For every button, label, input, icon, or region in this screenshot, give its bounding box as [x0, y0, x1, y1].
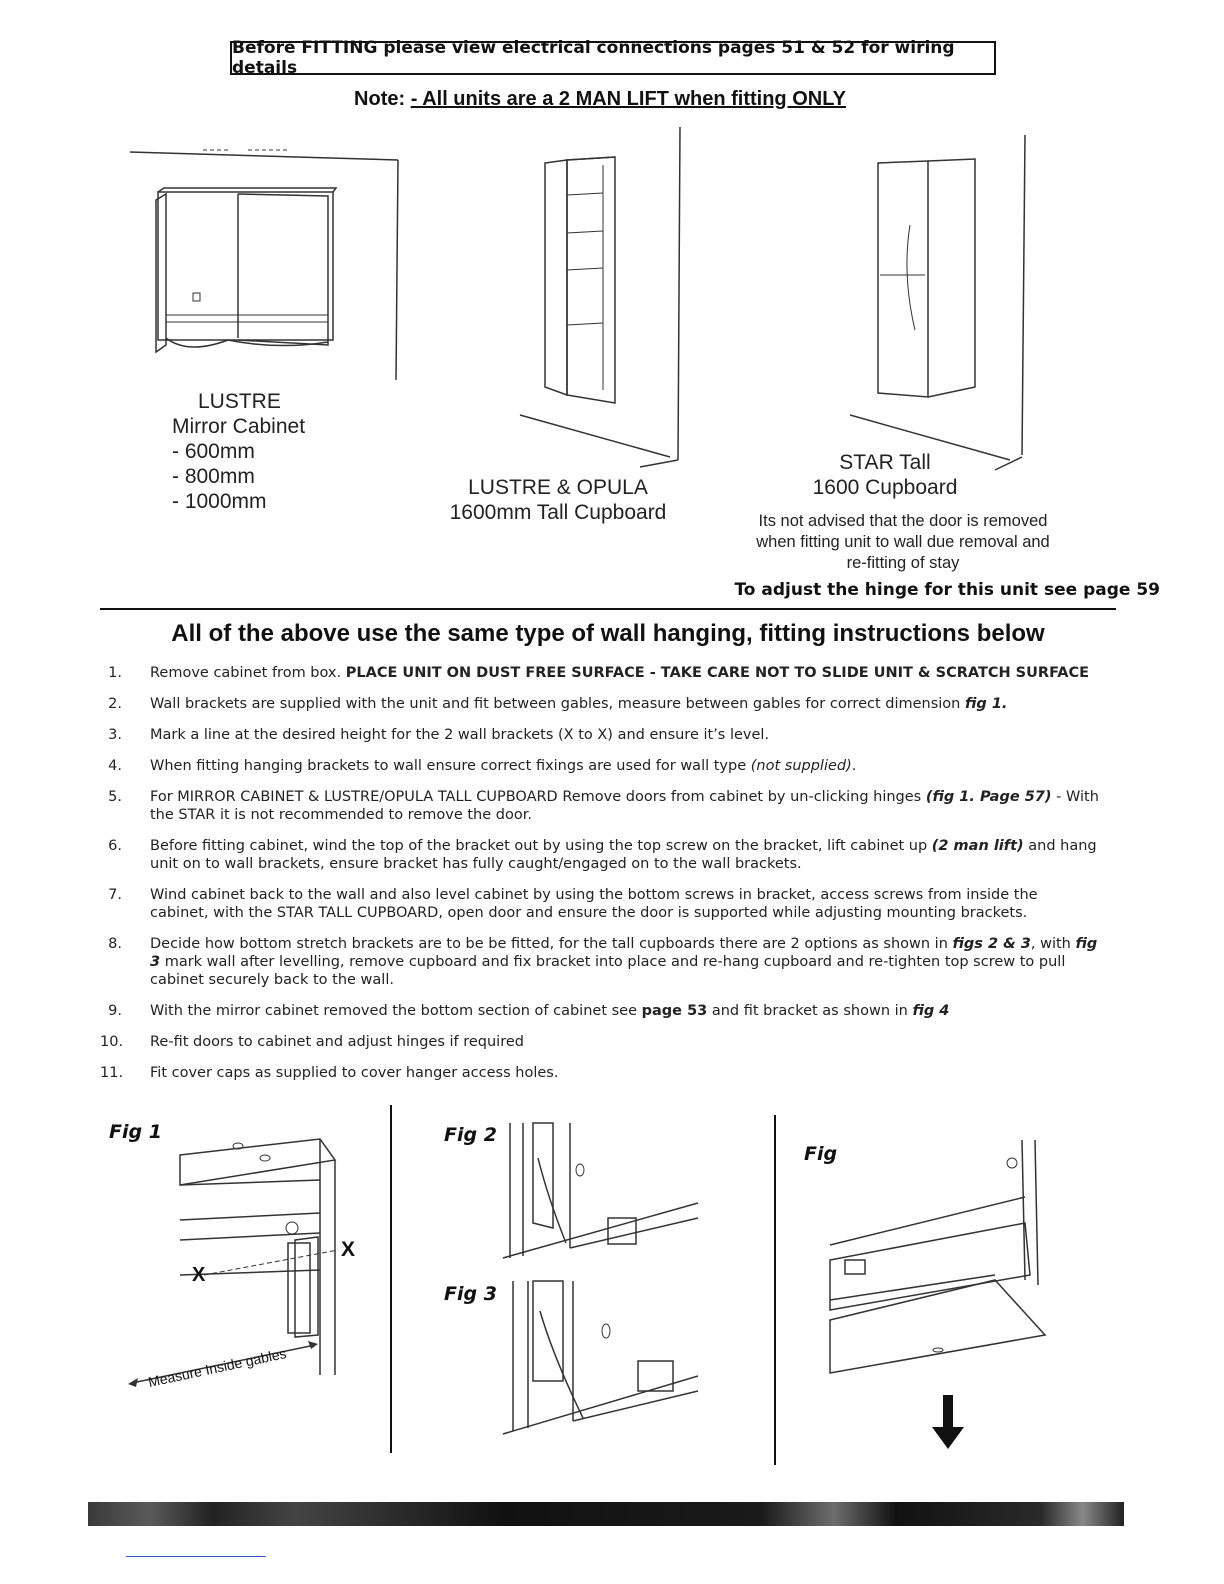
step-number: 10. [100, 1034, 124, 1050]
step-number: 6. [108, 838, 122, 854]
step-text-fragment: Fit cover caps as supplied to cover hanger access holes. [150, 1065, 559, 1081]
step-text [150, 1065, 558, 1081]
step-item [100, 837, 1100, 873]
step-text [150, 727, 769, 743]
tall-cupboard-illustration [515, 125, 690, 470]
star-tall-name: STAR Tall [839, 451, 931, 474]
mirror-cabinet-caption [172, 389, 305, 514]
step-text-fragment: - With the STAR it is not recommended to remove the door. [150, 789, 1099, 823]
step-item [100, 886, 1100, 922]
fig2-label: Fig 2 [444, 1124, 497, 1146]
fig2-bracket-illustration [498, 1118, 708, 1260]
fig4-bracket-illustration [820, 1135, 1060, 1385]
step-text-fragment: (fig 1. Page 57) [925, 789, 1052, 805]
step-text-fragment: Re-fit doors to cabinet and adjust hinges if required [150, 1034, 524, 1050]
size-1000: - 1000mm [172, 490, 267, 513]
star-tall-illustration [840, 125, 1040, 470]
step-number: 11. [100, 1065, 124, 1081]
step-text-fragment: For MIRROR CABINET & LUSTRE/OPULA TALL CUPBOARD Remove doors from cabinet by un-clicking hinges [150, 789, 926, 805]
figure-divider [390, 1105, 392, 1453]
figure-divider [774, 1115, 776, 1465]
advice-line: re-fitting of stay [846, 554, 960, 572]
step-text [150, 1034, 524, 1050]
step-text-fragment: Mark a line at the desired height for the 2 wall brackets (X to X) and ensure it’s level. [150, 727, 770, 743]
section-title: All of the above use the same type of wall hanging, fitting instructions below [171, 620, 1045, 647]
step-text [150, 665, 1089, 681]
fig1-measure-label: Measure Inside gables [146, 1345, 288, 1390]
step-item [100, 1033, 1100, 1051]
step-text-fragment: figs 2 & 3 [952, 936, 1031, 952]
mirror-cabinet-type: Mirror Cabinet [172, 415, 306, 438]
fig3-label: Fig 3 [444, 1283, 497, 1305]
step-text-fragment: With the mirror cabinet removed the bottom section of cabinet see [150, 1003, 642, 1019]
footer-bar [88, 1502, 1124, 1526]
step-text-fragment: , with [1030, 936, 1076, 952]
fig3-bracket-illustration [498, 1276, 708, 1436]
step-item [100, 788, 1100, 824]
step-item [100, 1002, 1100, 1020]
step-text [150, 1003, 949, 1019]
step-number: 9. [108, 1003, 122, 1019]
step-text-fragment: PLACE UNIT ON DUST FREE SURFACE - TAKE CARE NOT TO SLIDE UNIT & SCRATCH SURFACE [345, 665, 1090, 681]
fig1-label: Fig 1 [109, 1121, 162, 1143]
step-item [100, 1064, 1100, 1082]
step-number: 7. [108, 887, 122, 903]
step-text-fragment: and hang unit on to wall brackets, ensure bracket has fully caught/engaged on to the wall brackets. [150, 838, 1097, 872]
step-item [100, 695, 1100, 713]
step-text [150, 936, 1097, 988]
advice-line: when fitting unit to wall due removal and [756, 533, 1050, 551]
star-tall-type: 1600 Cupboard [812, 476, 958, 499]
step-text [150, 696, 1007, 712]
section-divider [100, 608, 1116, 610]
step-number: 1. [108, 665, 122, 681]
step-number: 8. [108, 936, 122, 952]
step-text-fragment: Wind cabinet back to the wall and also level cabinet by using the bottom screws in bracket, access screws from inside the cabinet, with the STAR TALL CUPBOARD, open door and ensure the door is supported while adjusting mounting brackets. [150, 887, 1038, 921]
lift-note [0, 88, 1200, 111]
step-item [100, 757, 1100, 775]
tall-cupboard-type: 1600mm Tall Cupboard [449, 501, 667, 524]
mirror-cabinet-illustration [128, 130, 408, 390]
step-number: 2. [108, 696, 122, 712]
tall-cupboard-caption [430, 475, 686, 525]
step-text-fragment: and fit bracket as shown in [707, 1003, 913, 1019]
footer-link-underline [126, 1556, 266, 1557]
step-text-fragment: Before fitting cabinet, wind the top of the bracket out by using the top screw on the bracket, lift cabinet up [150, 838, 932, 854]
step-item [100, 726, 1100, 744]
size-600: - 600mm [172, 440, 255, 463]
star-tall-advice [720, 511, 1086, 574]
step-number: 5. [108, 789, 122, 805]
step-text-fragment: (not supplied) [750, 758, 852, 774]
tall-cupboard-name: LUSTRE & OPULA [468, 476, 648, 499]
step-text [150, 789, 1099, 823]
hinge-note: To adjust the hinge for this unit see page 59 [734, 580, 1160, 600]
step-text-fragment: Decide how bottom stretch brackets are to be be fitted, for the tall cupboards there are 2 options as shown in [150, 936, 953, 952]
step-text-fragment: fig 4 [912, 1003, 950, 1019]
step-number: 3. [108, 727, 122, 743]
step-number: 4. [108, 758, 122, 774]
note-prefix: Note: [354, 88, 411, 110]
step-text-fragment: When fitting hanging brackets to wall ensure correct fixings are used for wall type [150, 758, 751, 774]
mirror-cabinet-name: LUSTRE [198, 390, 281, 413]
step-text-fragment: Wall brackets are supplied with the unit and fit between gables, measure between gables for correct dimension [150, 696, 965, 712]
step-text [150, 887, 1038, 921]
fitting-steps [100, 662, 1100, 1082]
star-tall-caption [770, 450, 1000, 500]
step-text-fragment: page 53 [641, 1003, 708, 1019]
advice-line: Its not advised that the door is removed [758, 512, 1048, 530]
size-800: - 800mm [172, 465, 255, 488]
step-text-fragment: fig 3 [150, 936, 1098, 970]
fig4-label: Fig [804, 1143, 838, 1165]
step-text-fragment: Remove cabinet from box. [150, 665, 346, 681]
wiring-banner: Before FITTING please view electrical connections pages 51 & 52 for wiring details [230, 41, 996, 75]
step-text [150, 838, 1097, 872]
down-arrow-icon [930, 1395, 966, 1453]
step-text-fragment: fig 1. [964, 696, 1008, 712]
note-text: - All units are a 2 MAN LIFT when fitting ONLY [410, 88, 846, 110]
step-text-fragment: mark wall after levelling, remove cupboard and fix bracket into place and re-hang cupboard and re-tighten top screw to pull cabinet securely back to the wall. [150, 954, 1066, 988]
fig1-mark-left: X [192, 1264, 206, 1286]
step-text-fragment: (2 man lift) [931, 838, 1024, 854]
step-text-fragment: . [851, 758, 857, 774]
step-item [100, 935, 1100, 989]
fig1-mark-right: X [341, 1238, 356, 1261]
step-item [100, 664, 1100, 682]
step-text [150, 758, 856, 774]
